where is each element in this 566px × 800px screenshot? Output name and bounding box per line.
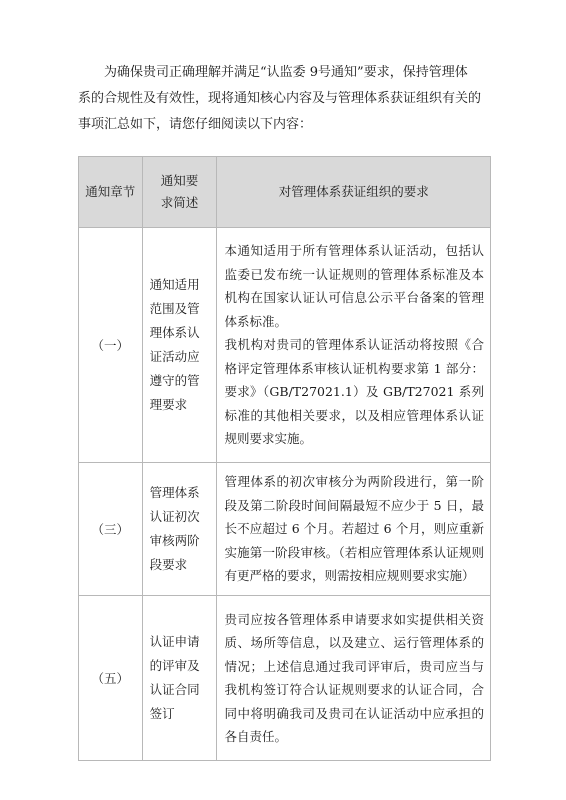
requirement-paragraph: 贵司应按各管理体系申请要求如实提供相关资质、场所等信息，以及建立、运行管理体系的情况；上述信息通过我司评审后，贵司应当与我机构签订符合认证规则要求的认证合同，合同中将明确我司及贵司在认证活动中应承担的各自责任。 — [224, 611, 484, 744]
header-summary — [142, 157, 217, 228]
row-chapter: （五） — [79, 596, 143, 761]
row-summary: 认证申请的评审及认证合同签订 — [142, 596, 217, 761]
row-requirement — [217, 228, 491, 463]
intro-paragraph — [78, 60, 498, 138]
intro-line-3: 事项汇总如下，请您仔细阅读以下内容： — [78, 117, 313, 132]
requirements-table — [78, 156, 491, 761]
requirement-paragraph: 我机构对贵司的管理体系认证活动将按照《合格评定管理体系审核认证机构要求第 1 部分：要求》（GB/T27021.1）及 GB/T27021 系列标准的其他相关要求，以及相应管理体系认证规则要求实施。 — [224, 337, 484, 447]
table-row — [79, 596, 491, 761]
table-header-row — [79, 157, 491, 228]
row-requirement — [217, 596, 491, 761]
requirement-paragraph: 本通知适用于所有管理体系认证活动，包括认监委已发布统一认证规则的管理体系标准及本机构在国家认证认可信息公示平台备案的管理体系标准。 — [224, 243, 484, 329]
row-summary: 管理体系认证初次审核两阶段要求 — [142, 463, 217, 596]
row-chapter: （一） — [79, 228, 143, 463]
header-requirement: 对管理体系获证组织的要求 — [217, 157, 491, 228]
intro-line-1: 为确保贵司正确理解并满足“认监委 9号通知”要求，保持管理体 — [104, 65, 468, 80]
row-summary: 通知适用范围及管理体系认证活动应遵守的管理要求 — [142, 228, 217, 463]
table-row — [79, 463, 491, 596]
header-summary-text: 通知要求简述 — [160, 173, 199, 210]
table-row — [79, 228, 491, 463]
intro-line-2: 系的合规性及有效性，现将通知核心内容及与管理体系获证组织有关的 — [78, 91, 482, 106]
row-requirement — [217, 463, 491, 596]
header-chapter: 通知章节 — [79, 157, 143, 228]
requirement-paragraph: 管理体系的初次审核分为两阶段进行，第一阶段及第二阶段时间间隔最短不应少于 5 日，最长不应超过 6 个月。若超过 6 个月，则应重新实施第一阶段审核。（若相应管理体系认证规则有更严格的要求，则需按相应规则要求实施） — [224, 474, 484, 584]
row-chapter: （三） — [79, 463, 143, 596]
